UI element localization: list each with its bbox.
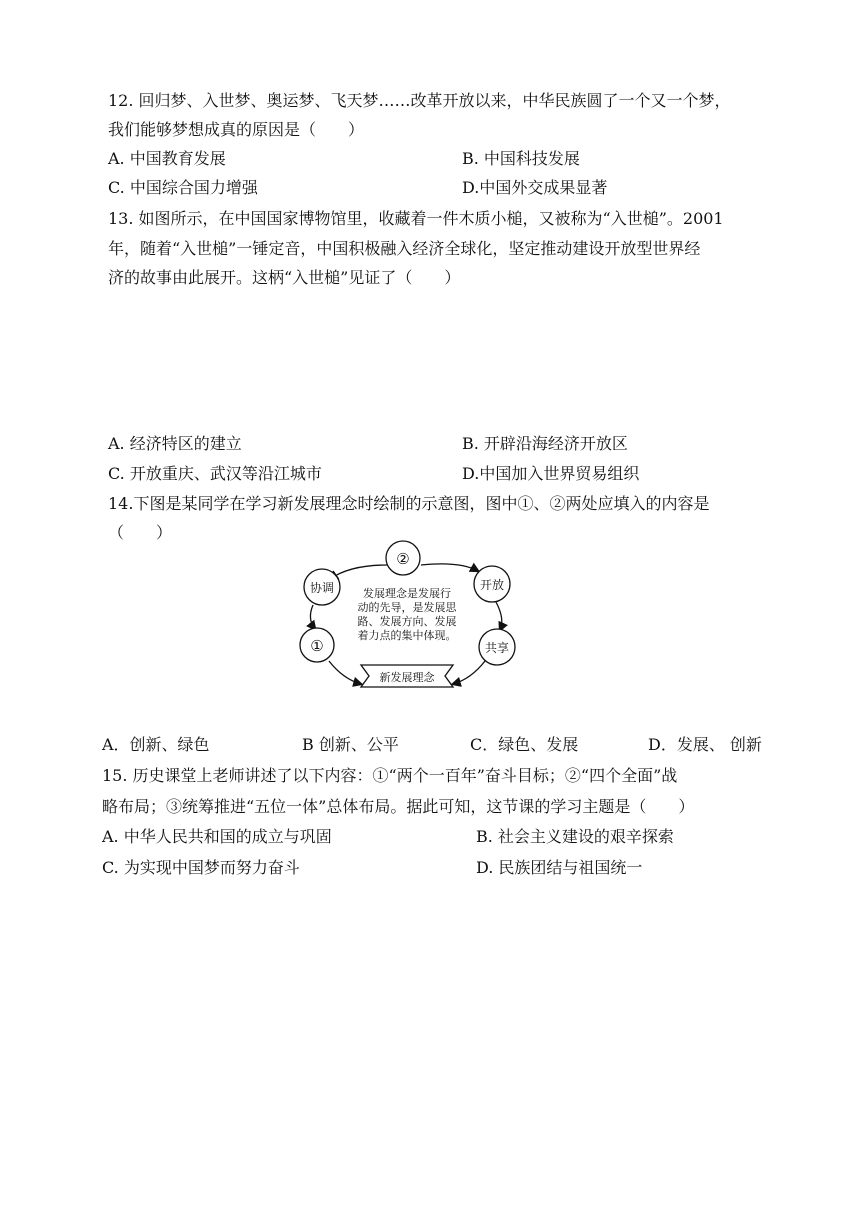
circle-right-bottom-label: 共享: [484, 641, 510, 655]
q13-option-a: A. 经济特区的建立: [108, 434, 242, 453]
q14-option-d: D．发展、 创新: [648, 735, 762, 754]
q15-stem-line2: 略布局；③统筹推进“五位一体”总体布局。据此可知，这节课的学习主题是（ ）: [102, 797, 695, 816]
q15-option-c: C. 为实现中国梦而努力奋斗: [102, 858, 300, 877]
q13-stem-line3: 济的故事由此展开。这柄“入世槌”见证了（ ）: [108, 268, 461, 287]
q15-option-b: B. 社会主义建设的艰辛探索: [476, 827, 674, 846]
q14-option-c: C．绿色、发展: [470, 735, 579, 754]
circle-left-bottom-label: ①: [310, 637, 324, 655]
q12-option-a: A. 中国教育发展: [108, 149, 226, 168]
q13-option-d: D.中国加入世界贸易组织: [462, 464, 640, 483]
q13-stem-line1: 13. 如图所示，在中国国家博物馆里，收藏着一件木质小槌，又被称为“入世槌”。2001: [108, 209, 724, 228]
q13-option-c: C. 开放重庆、武汉等沿江城市: [108, 464, 322, 483]
q12-stem-line2: 我们能够梦想成真的原因是（ ）: [108, 120, 365, 139]
new-development-concept-diagram: [295, 537, 540, 702]
q15-option-d: D. 民族团结与祖国统一: [476, 858, 643, 877]
arrow-right-down: [496, 602, 502, 630]
q12-option-c: C. 中国综合国力增强: [108, 178, 258, 197]
q13-option-b: B. 开辟沿海经济开放区: [462, 434, 628, 453]
q14-stem-line2: （ ）: [108, 523, 173, 542]
q13-stem-line2: 年，随着“入世槌”一锤定音，中国积极融入经济全球化，坚定推动建设开放型世界经: [108, 239, 701, 258]
circle-right-top-label: 开放: [479, 578, 505, 592]
arrow-left-down: [310, 605, 315, 629]
q12-option-b: B. 中国科技发展: [462, 149, 580, 168]
q15-option-a: A. 中华人民共和国的成立与巩固: [102, 827, 332, 846]
arrow-top-to-left: [330, 565, 387, 579]
q14-option-a: A．创新、绿色: [102, 735, 210, 754]
arrow-top-to-right: [421, 564, 478, 571]
circle-top-label: ②: [396, 550, 410, 568]
arrow-to-box-right: [453, 661, 485, 684]
center-text-line1: 发展理念是发展行: [363, 587, 451, 600]
center-text-line3: 路、发展方向、发展: [357, 615, 457, 628]
q12-option-d: D.中国外交成果显著: [462, 178, 608, 197]
arrow-to-box-left: [329, 661, 361, 684]
center-text-line2: 动的先导，是发展思: [357, 601, 457, 614]
q14-option-b: B 创新、公平: [302, 735, 399, 754]
bottom-box-label: 新发展理念: [379, 671, 435, 684]
center-text-line4: 着力点的集中体现。: [357, 629, 457, 642]
q12-stem-line1: 12. 回归梦、入世梦、奥运梦、飞天梦……改革开放以来，中华民族圆了一个又一个梦，: [108, 91, 731, 110]
circle-left-top-label: 协调: [309, 581, 335, 595]
q15-stem-line1: 15. 历史课堂上老师讲述了以下内容：①“两个一百年”奋斗目标；②“四个全面”战: [102, 766, 678, 785]
q14-stem-line1: 14.下图是某同学在学习新发展理念时绘制的示意图，图中①、②两处应填入的内容是: [108, 494, 710, 513]
